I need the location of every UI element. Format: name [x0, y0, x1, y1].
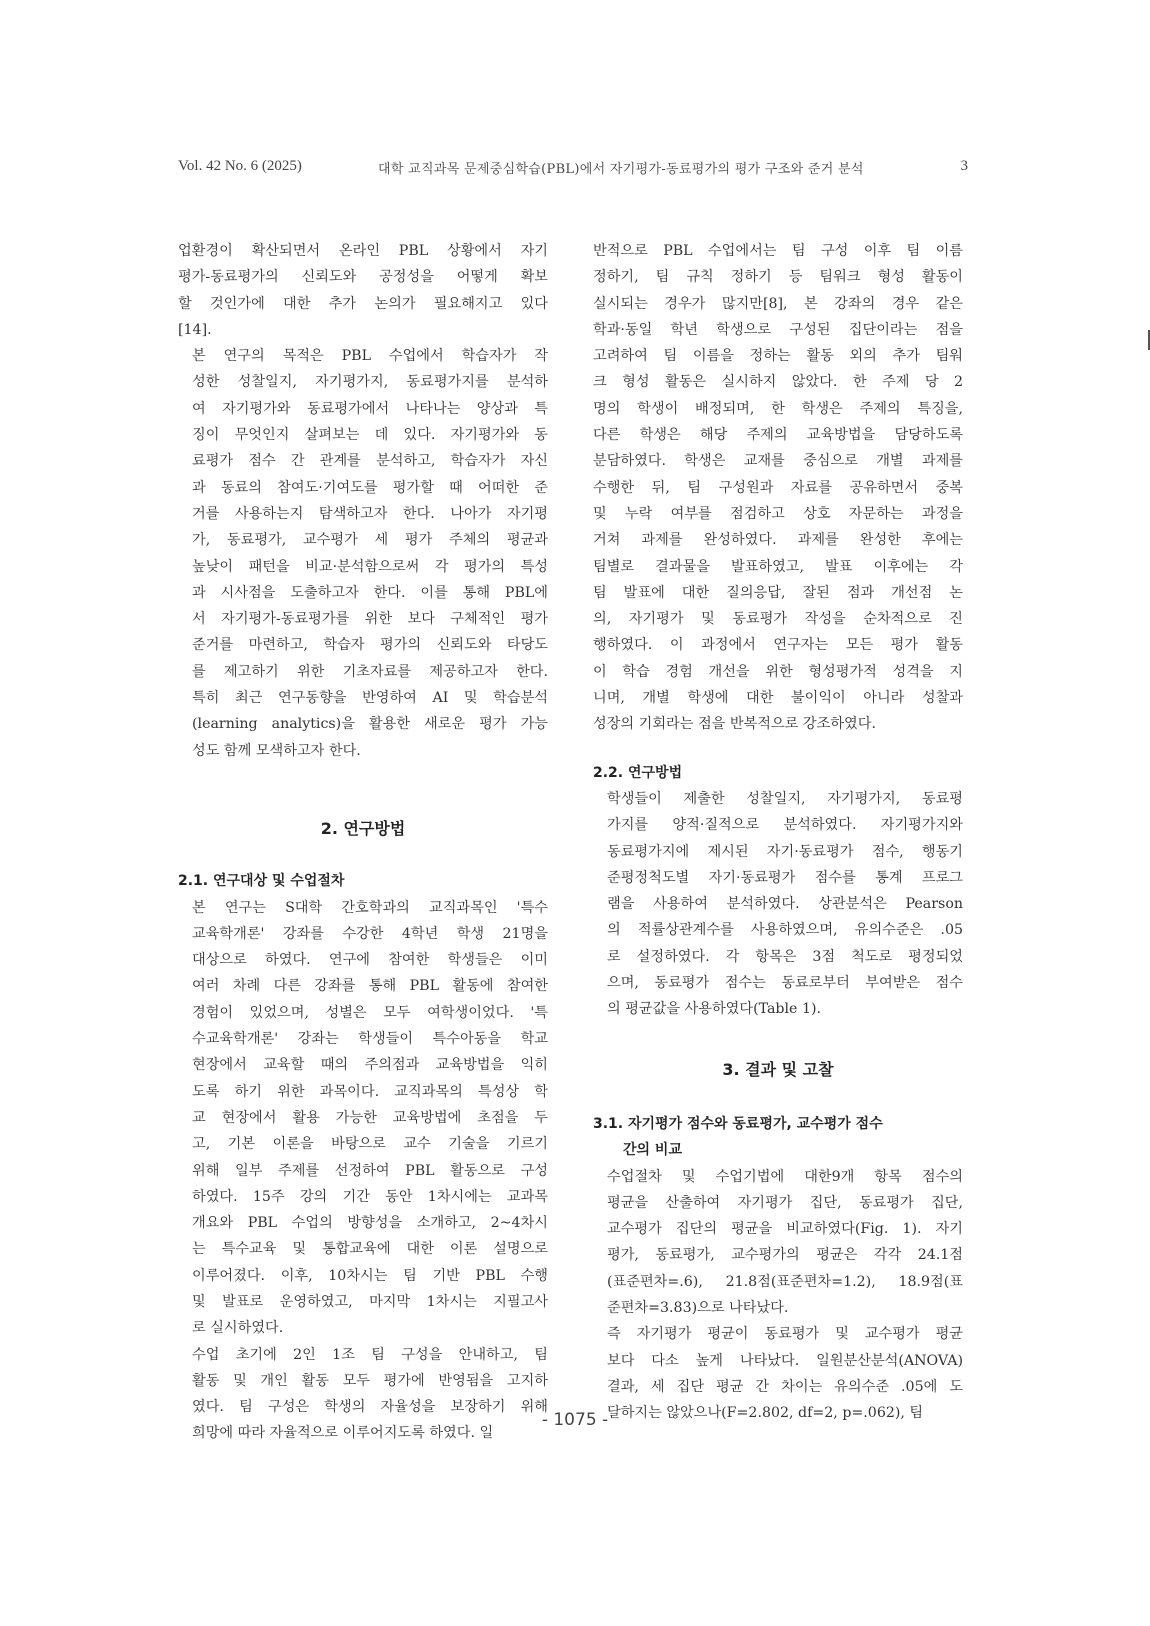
text-line: 준거를 마련하고, 학습자 평가의 신뢰도와 타당도	[192, 637, 548, 654]
text-line: 도록 하기 위한 과목이다. 교직과목의 특성상 학	[192, 1083, 548, 1100]
subsection-title-line: 간의 비교	[623, 1142, 682, 1159]
text-line: 교 현장에서 활용 가능한 교육방법에 초점을 두	[192, 1109, 548, 1126]
text-line: 하였다. 15주 강의 기간 동안 1차시에는 교과목	[192, 1188, 548, 1205]
subsection-title	[593, 1111, 963, 1164]
text-line: 으며, 동료평가 점수는 동료로부터 부여받은 점수	[607, 975, 963, 992]
text-line: 였다. 팀 구성은 학생의 자율성을 보장하기 위해	[192, 1399, 548, 1416]
text-line: 결과, 세 집단 평균 간 차이는 유의수준 .05에 도	[607, 1378, 963, 1395]
text-line: 교수평가 집단의 평균을 비교하였다(Fig. 1). 자기	[607, 1221, 963, 1238]
text-line: 램을 사용하여 분석하였다. 상관분석은 Pearson	[607, 896, 963, 913]
text-line: 수업절차 및 수업기법에 대한9개 항목 점수의	[607, 1168, 963, 1185]
text-line: 실시되는 경우가 많지만[8], 본 강좌의 경우 같은	[593, 295, 963, 312]
text-line: 여 자기평가와 동료평가에서 나타나는 양상과 특	[192, 400, 548, 417]
paragraph	[178, 1342, 548, 1447]
text-line: 위해 일부 주제를 선정하여 PBL 활동으로 구성	[192, 1162, 548, 1179]
text-line: 행하였다. 이 과정에서 연구자는 모든 평가 활동	[593, 637, 963, 654]
text-line: 성도 함께 모색하고자 한다.	[192, 742, 361, 759]
text-line: 및 발표로 운영하였고, 마지막 1차시는 지필고사	[192, 1293, 548, 1310]
text-line: 다른 학생은 해당 주제의 교육방법을 담당하도록	[593, 427, 963, 444]
text-line: 특히 최근 연구동향을 반영하여 AI 및 학습분석	[192, 690, 548, 707]
text-line: 수업 초기에 2인 1조 팀 구성을 안내하고, 팀	[192, 1346, 548, 1363]
text-line: 를 제고하기 위한 기초자료를 제공하고자 한다.	[192, 663, 548, 680]
text-line: 준평정척도별 자기·동료평가 점수를 통계 프로그	[607, 869, 963, 886]
running-title: 대학 교직과목 문제중심학습(PBL)에서 자기평가-동료평가의 평가 구조와 준거 분석	[378, 162, 864, 177]
text-line: (learning analytics)을 활용한 새로운 평가 가능	[192, 716, 548, 733]
text-line: 경험이 있었으며, 성별은 모두 여학생이었다. '특	[192, 1004, 548, 1021]
right-column	[593, 238, 963, 1426]
text-line: 즉 자기평가 평균이 동료평가 및 교수평가 평균	[607, 1326, 963, 1343]
text-line: 징이 무엇인지 살펴보는 데 있다. 자기평가와 동	[192, 427, 548, 444]
text-line: 성장의 기회라는 점을 반복적으로 강조하였다.	[593, 716, 876, 733]
text-line: 여러 차례 다른 강좌를 통해 PBL 활동에 참여한	[192, 978, 548, 995]
text-line: 성한 성찰일지, 자기평가지, 동료평가지를 분석하	[192, 374, 548, 391]
page-footer: - 1075 -	[541, 1410, 609, 1430]
text-line: 의 평균값을 사용하였다(Table 1).	[607, 1001, 822, 1018]
paragraph	[178, 238, 548, 343]
text-line: 높낮이 패턴을 비교·분석함으로써 각 평가의 특성	[192, 558, 548, 575]
text-line: 과 동료의 참여도·기여도를 평가할 때 어떠한 준	[192, 479, 548, 496]
text-line: 현장에서 교육할 때의 주의점과 교육방법을 익히	[192, 1057, 548, 1074]
text-line: 로 설정하였다. 각 항목은 3점 척도로 평정되었	[607, 948, 963, 965]
text-line: 본 연구는 S대학 간호학과의 교직과목인 '특수	[192, 899, 548, 916]
text-line: 달하지는 않았으나(F=2.802, df=2, p=.062), 팀	[607, 1405, 924, 1422]
text-line: 료평가 점수 간 관계를 분석하고, 학습자가 자신	[192, 453, 548, 470]
subsection-title-line: 3.1. 자기평가 점수와 동료평가, 교수평가 점수	[593, 1115, 883, 1132]
paragraph	[593, 786, 963, 1023]
text-line: 이 학습 경험 개선을 위한 형성평가적 성격을 지	[593, 663, 963, 680]
text-line: 거쳐 과제를 완성하였다. 과제를 완성한 후에는	[593, 532, 963, 549]
text-line: 니며, 개별 학생에 대한 불이익이 아니라 성찰과	[593, 690, 963, 707]
text-line: 는 특수교육 및 통합교육에 대한 이론 설명으로	[192, 1241, 548, 1258]
text-line: 업환경이 확산되면서 온라인 PBL 상황에서 자기	[178, 243, 548, 259]
text-line: (표준편차=.6), 21.8점(표준편차=1.2), 18.9점(표	[607, 1273, 963, 1290]
text-line: 및 누락 여부를 점검하고 상호 자문하는 과정을	[593, 505, 963, 522]
text-line: 명의 학생이 배정되며, 한 학생은 주제의 특징을,	[593, 400, 963, 417]
text-line: 활동 및 개인 활동 모두 평가에 반영됨을 고지하	[192, 1372, 548, 1389]
text-line: 팀별로 결과물을 발표하였고, 발표 이후에는 각	[593, 558, 963, 575]
text-line: 수교육학개론' 강좌는 학생들이 특수아동을 학교	[192, 1031, 548, 1048]
text-line: 이루어졌다. 이후, 10차시는 팀 기반 PBL 수행	[192, 1267, 548, 1284]
text-line: 가, 동료평가, 교수평가 세 평가 주체의 평균과	[192, 532, 548, 549]
text-line: 준편차=3.83)으로 나타났다.	[607, 1299, 789, 1316]
text-line: 고려하여 팀 이름을 정하는 활동 외의 추가 팀워	[593, 348, 963, 365]
text-line: 팀 발표에 대한 질의응답, 잘된 점과 개선점 논	[593, 584, 963, 601]
section-title: 2. 연구방법	[320, 818, 406, 838]
running-header	[178, 158, 968, 180]
subsection-title: 2.2. 연구방법	[593, 764, 683, 781]
text-line: 희망에 따라 자율적으로 이루어지도록 하였다. 일	[192, 1425, 494, 1442]
text-line: [14].	[178, 321, 212, 338]
text-line: 가지를 양적·질적으로 분석하였다. 자기평가지와	[607, 817, 963, 834]
text-line: 평균을 산출하여 자기평가 집단, 동료평가 집단,	[607, 1194, 963, 1211]
text-line: 평가-동료평가의 신뢰도와 공정성을 어떻게 확보	[178, 269, 548, 286]
paragraph	[178, 895, 548, 1342]
subsection-title: 2.1. 연구대상 및 수업절차	[178, 873, 345, 890]
text-line: 학생들이 제출한 성찰일지, 자기평가지, 동료평	[607, 790, 963, 807]
text-line: 고, 기본 이론을 바탕으로 교수 기술을 기르기	[192, 1136, 548, 1153]
text-line: 대상으로 하였다. 연구에 참여한 학생들은 이미	[192, 952, 548, 969]
text-line: 할 것인가에 대한 추가 논의가 필요해지고 있다	[178, 295, 548, 312]
text-line: 크 형성 활동은 실시하지 않았다. 한 주제 당 2	[593, 374, 963, 391]
text-line: 정하기, 팀 규칙 정하기 등 팀워크 형성 활동이	[593, 269, 963, 286]
text-line: 수행한 뒤, 팀 구성원과 자료를 공유하면서 중복	[593, 479, 963, 496]
text-line: 본 연구의 목적은 PBL 수업에서 학습자가 작	[192, 348, 548, 365]
paragraph	[593, 238, 963, 738]
text-line: 개요와 PBL 수업의 방향성을 소개하고, 2~4차시	[192, 1215, 548, 1232]
text-line: 로 실시하였다.	[192, 1320, 284, 1337]
text-line: 동료평가지에 제시된 자기·동료평가 점수, 행동기	[607, 843, 963, 860]
text-line: 과 시사점을 도출하고자 한다. 이를 통해 PBL에	[192, 584, 548, 601]
header-page-number: 3	[960, 158, 968, 174]
section-title: 3. 결과 및 고찰	[722, 1059, 834, 1079]
text-line: 의 적률상관계수를 사용하였으며, 유의수준은 .05	[607, 922, 963, 939]
text-line: 교육학개론' 강좌를 수강한 4학년 학생 21명을	[192, 925, 548, 942]
text-line: 학과·동일 학년 학생으로 구성된 집단이라는 점을	[593, 321, 963, 338]
text-line: 의, 자기평가 및 동료평가 작성을 순차적으로 진	[593, 611, 963, 628]
paragraph	[593, 1164, 963, 1322]
text-line: 반적으로 PBL 수업에서는 팀 구성 이후 팀 이름	[593, 243, 963, 259]
journal-volume: Vol. 42 No. 6 (2025)	[178, 158, 302, 174]
text-line: 보다 다소 높게 나타났다. 일원분산분석(ANOVA)	[607, 1352, 963, 1369]
left-column	[178, 238, 548, 1447]
paragraph	[178, 343, 548, 764]
text-line: 서 자기평가-동료평가를 위한 보다 구체적인 평가	[192, 611, 548, 628]
text-line: 분담하였다. 학생은 교재를 중심으로 개별 과제를	[593, 453, 963, 470]
text-line: 거를 사용하는지 탐색하고자 한다. 나아가 자기평	[192, 505, 548, 522]
text-line: 평가, 동료평가, 교수평가의 평균은 각각 24.1점	[607, 1247, 963, 1264]
